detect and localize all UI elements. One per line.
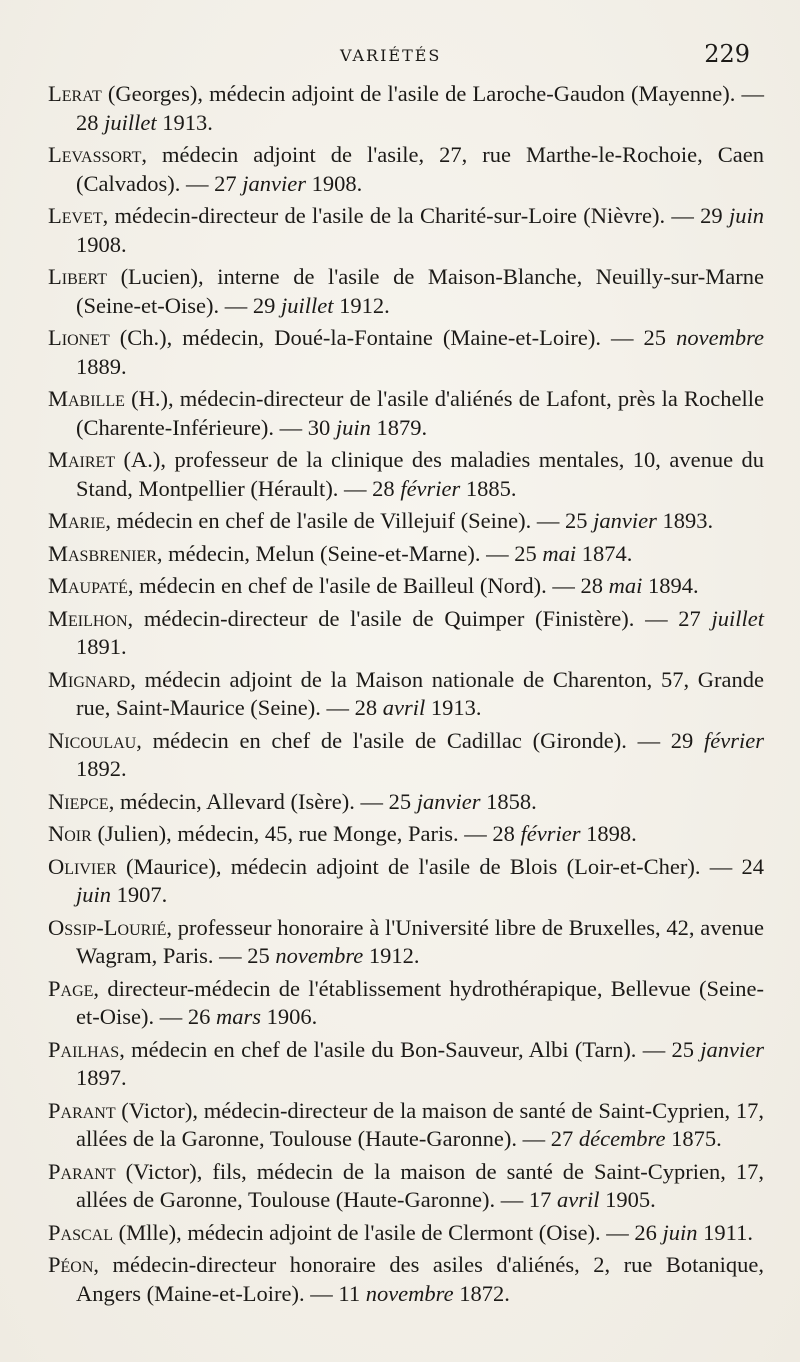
list-item [48, 141, 764, 198]
list-item [48, 1219, 764, 1248]
entry-name: Lerat [48, 81, 102, 106]
list-item [48, 80, 764, 137]
entry-month: juillet [104, 109, 157, 135]
entry-year: 1898. [580, 821, 637, 846]
entry-name: Mabille [48, 386, 125, 411]
entry-name: Levet [48, 203, 103, 228]
list-item [48, 727, 764, 784]
list-item [48, 446, 764, 503]
entry-name: Nicoulau [48, 727, 137, 753]
entry-month: juin [728, 203, 764, 228]
entry-text: (Lucien), interne de l'asile de Maison-Blanche, Neuilly-sur-Marne (Seine-et-Oise). — 29 [76, 264, 764, 318]
entry-year: 1905. [599, 1187, 656, 1212]
entry-month: janvier [242, 170, 306, 196]
entry-year: 1913. [425, 695, 482, 720]
entry-text: (A.), professeur de la clinique des maladies mentales, 10, avenue du Stand, Montpellier (Hérault). — 28 [76, 447, 764, 501]
list-item [48, 605, 764, 662]
list-item [48, 975, 764, 1032]
list-item [48, 385, 764, 442]
list-item [48, 820, 764, 849]
entry-year: 1875. [665, 1126, 722, 1151]
entry-name: Masbrenier [48, 540, 157, 566]
list-item [48, 263, 764, 320]
entry-text: (Julien), médecin, 45, rue Monge, Paris. — 28 [91, 821, 521, 846]
entry-text: (Maurice), médecin adjoint de l'asile de Blois (Loir-et-Cher). — 24 [116, 853, 764, 879]
entry-text: (Ch.), médecin, Doué-la-Fontaine (Maine-et-Loire). — 25 [109, 325, 677, 350]
entry-name: Maupaté [48, 573, 128, 598]
entry-year: 1874. [576, 540, 633, 566]
entry-year: 1906. [260, 1004, 318, 1029]
entry-text: , médecin en chef de l'asile du Bon-Sauveur, Albi (Tarn). — 25 [119, 1036, 701, 1062]
entry-year: 1892. [76, 756, 127, 781]
entry-year: 1879. [370, 414, 428, 440]
entry-text: , médecin-directeur honoraire des asiles d'aliénés, 2, rue Botanique, Angers (Maine-et-Loire). — 11 [76, 1252, 764, 1306]
entry-month: janvier [700, 1036, 764, 1062]
entry-name: Page [48, 975, 94, 1001]
entry-name: Noir [48, 821, 92, 846]
entry-name: Olivier [48, 853, 117, 879]
entry-month: juillet [711, 605, 764, 631]
entry-text: , médecin en chef de l'asile de Villejuif (Seine). — 25 [105, 508, 594, 533]
entry-year: 1908. [305, 170, 363, 196]
entry-name: Parant [48, 1158, 116, 1184]
entry-name: Levassort [48, 142, 142, 167]
entry-name: Mignard [48, 666, 131, 692]
entry-text: (Victor), médecin-directeur de la maison de santé de Saint-Cyprien, 17, allées de la Garonne, Toulouse (Haute-Garonne). — 27 [76, 1097, 764, 1151]
entry-month: mars [215, 1004, 261, 1029]
entry-text: , médecin adjoint de la Maison nationale de Charenton, 57, Grande rue, Saint-Maurice (Seine). — 28 [76, 666, 764, 720]
entry-month: avril [556, 1187, 600, 1212]
entry-year: 1913. [156, 109, 213, 135]
entry-name: Pascal [48, 1219, 113, 1245]
entry-year: 1897. [76, 1065, 127, 1090]
entry-month: juin [335, 414, 371, 440]
entry-year: 1858. [480, 788, 537, 814]
running-head [0, 40, 800, 80]
entry-name: Péon [48, 1252, 94, 1277]
list-item [48, 202, 764, 259]
list-item [48, 1036, 764, 1093]
list-item [48, 540, 764, 569]
entry-month: novembre [365, 1280, 454, 1306]
entry-month: avril [382, 695, 426, 720]
entry-month: mai [608, 573, 643, 598]
entry-year: 1885. [460, 475, 517, 501]
entry-month: janvier [593, 508, 657, 533]
entry-year: 1911. [697, 1219, 753, 1245]
entry-month: février [704, 727, 764, 753]
entry-month: janvier [416, 788, 481, 814]
entry-name: Parant [48, 1097, 116, 1123]
list-item [48, 853, 764, 910]
entry-month: juillet [280, 292, 334, 318]
entry-text: , médecin-directeur de l'asile de Quimper (Finistère). — 27 [127, 605, 712, 631]
entry-month: décembre [578, 1126, 666, 1151]
entry-text: (Georges), médecin adjoint de l'asile de Laroche-Gaudon (Mayenne). — 28 [76, 81, 764, 135]
entry-year: 1891. [76, 634, 127, 659]
entry-text: (Victor), fils, médecin de la maison de santé de Saint-Cyprien, 17, allées de Garonne, Toulouse (Haute-Garonne). — 17 [76, 1158, 764, 1212]
entry-name: Pailhas [48, 1036, 120, 1062]
entry-text: , médecin-directeur de l'asile de la Charité-sur-Loire (Nièvre). — 29 [102, 203, 729, 228]
entry-year: 1912. [363, 943, 420, 968]
entry-month: novembre [676, 325, 764, 350]
list-item [48, 324, 764, 381]
entry-name: Marie [48, 508, 106, 533]
list-item [48, 914, 764, 971]
entry-month: novembre [275, 943, 364, 968]
entry-text: , médecin adjoint de l'asile, 27, rue Marthe-le-Rochoie, Caen (Calvados). — 27 [76, 142, 764, 196]
entry-month: février [520, 821, 581, 846]
entry-text: (H.), médecin-directeur de l'asile d'aliénés de Lafont, près la Rochelle (Charente-Inférieure). — 30 [76, 386, 764, 440]
entry-year: 1907. [111, 882, 168, 907]
entry-text: , médecin en chef de l'asile de Bailleul (Nord). — 28 [127, 573, 609, 598]
entry-month: juin [76, 882, 112, 907]
entry-name: Ossip-Lourié [48, 914, 167, 940]
entry-name: Niepce [48, 788, 109, 814]
entry-text: (Mlle), médecin adjoint de l'asile de Clermont (Oise). — 26 [112, 1219, 663, 1245]
list-item [48, 1097, 764, 1154]
entry-year: 1872. [453, 1280, 510, 1306]
list-item [48, 666, 764, 723]
entry-text: , médecin, Melun (Seine-et-Marne). — 25 [156, 540, 543, 566]
entry-month: février [400, 475, 461, 501]
entry-year: 1889. [76, 353, 127, 379]
list-item [48, 1158, 764, 1215]
entry-text: , directeur-médecin de l'établissement hydrothérapique, Bellevue (Seine-et-Oise). — 26 [76, 975, 764, 1029]
entry-list [48, 80, 764, 1312]
entry-name: Libert [48, 264, 108, 289]
list-item [48, 572, 764, 601]
entry-name: Lionet [48, 325, 110, 350]
entry-year: 1894. [642, 573, 699, 598]
page-number: 229 [704, 40, 750, 68]
list-item [48, 507, 764, 536]
entry-text: , professeur honoraire à l'Université libre de Bruxelles, 42, avenue Wagram, Paris. — 25 [76, 914, 764, 968]
entry-year: 1908. [76, 231, 127, 257]
entry-month: mai [542, 540, 577, 566]
list-item [48, 788, 764, 817]
entry-year: 1893. [656, 508, 714, 533]
entry-text: , médecin en chef de l'asile de Cadillac (Gironde). — 29 [136, 727, 705, 753]
entry-text: , médecin, Allevard (Isère). — 25 [108, 788, 417, 814]
entry-year: 1912. [333, 292, 390, 318]
list-item [48, 1251, 764, 1308]
entry-name: Meilhon [48, 605, 128, 631]
entry-month: juin [662, 1219, 698, 1245]
entry-name: Mairet [48, 447, 116, 472]
running-title: VARIÉTÉS [340, 46, 442, 65]
